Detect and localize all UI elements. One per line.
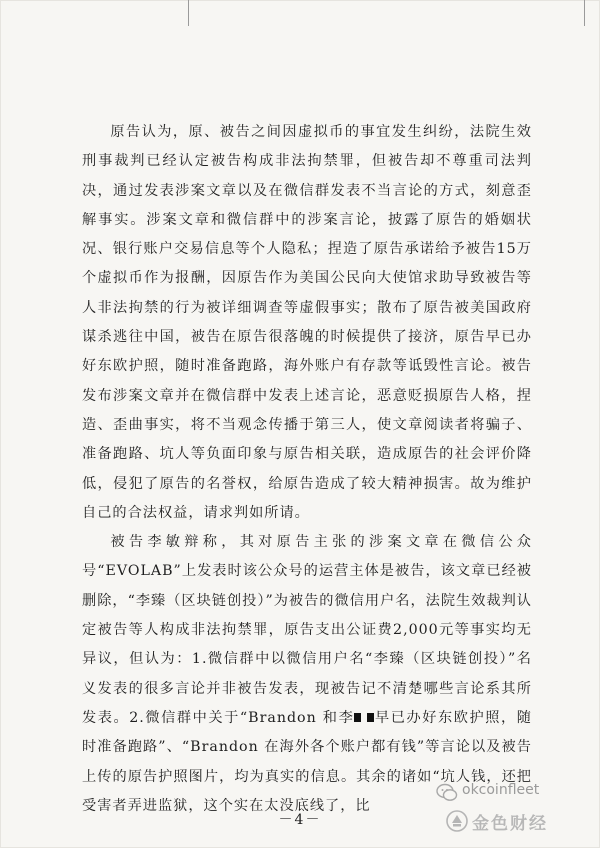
scan-margin-mark — [584, 0, 585, 26]
redaction-mark — [354, 713, 361, 722]
defense-text-part1: 被告李敏辩称，其对原告主张的涉案文章在微信公众号“EVOLAB”上发表时该公众号的运营主体是被告，该文章已经被删除，“李臻（区块链创投）”为被告的微信用户名，法院生效裁判认定被告等人构成非法拘禁罪，原告支出公证费2,000元等事实均无异议，但认为：1.微信群中以微信用户名“李臻（区块链创投）”名义发表的很多言论并非被告发表，现被告记不清楚哪些言论系其所发表。2.微信群中关于“Brandon 和李 — [82, 534, 532, 726]
page-number: －4－ — [278, 812, 322, 828]
watermark-brand: 金色财经 — [472, 814, 548, 834]
wechat-icon — [436, 782, 458, 804]
paragraph-defendant-defense — [82, 528, 532, 821]
document-body — [82, 118, 532, 821]
jinse-logo-icon — [446, 810, 468, 832]
scan-margin-mark — [188, 0, 189, 26]
watermark — [436, 780, 586, 836]
watermark-account-id: okcoinfleet — [462, 782, 540, 798]
defense-text-part2: 早已办好东欧护照，随时准备跑路”、“Brandon 在海外各个账户都有钱”等言论以及被告上传的原告护照图片，均为真实的信息。其余的诸如“坑人钱，还把受害者弄进监狱，这个实在太没底线了，比 — [82, 709, 532, 814]
paragraph-plaintiff-claim: 原告认为，原、被告之间因虚拟币的事宜发生纠纷，法院生效刑事裁判已经认定被告构成非法拘禁罪，但被告却不尊重司法判决，通过发表涉案文章以及在微信群发表不当言论的方式，刻意歪解事实。涉案文章和微信群中的涉案言论，披露了原告的婚姻状况、银行账户交易信息等个人隐私；捏造了原告承诺给予被告15万个虚拟币作为报酬，因原告作为美国公民向大使馆求助导致被告等人非法拘禁的行为被详细调查等虚假事实；散布了原告被美国政府谋杀逃往中国，被告在原告很落魄的时候提供了接济，原告早已办好东欧护照，随时准备跑路，海外账户有存款等诋毁性言论。被告发布涉案文章并在微信群中发表上述言论，恶意贬损原告人格，捏造、歪曲事实，将不当观念传播于第三人，使文章阅读者将骗子、准备跑路、坑人等负面印象与原告相关联，造成原告的社会评价降低，侵犯了原告的名誉权，给原告造成了较大精神损害。故为维护自己的合法权益，请求判如所请。 — [82, 124, 532, 521]
